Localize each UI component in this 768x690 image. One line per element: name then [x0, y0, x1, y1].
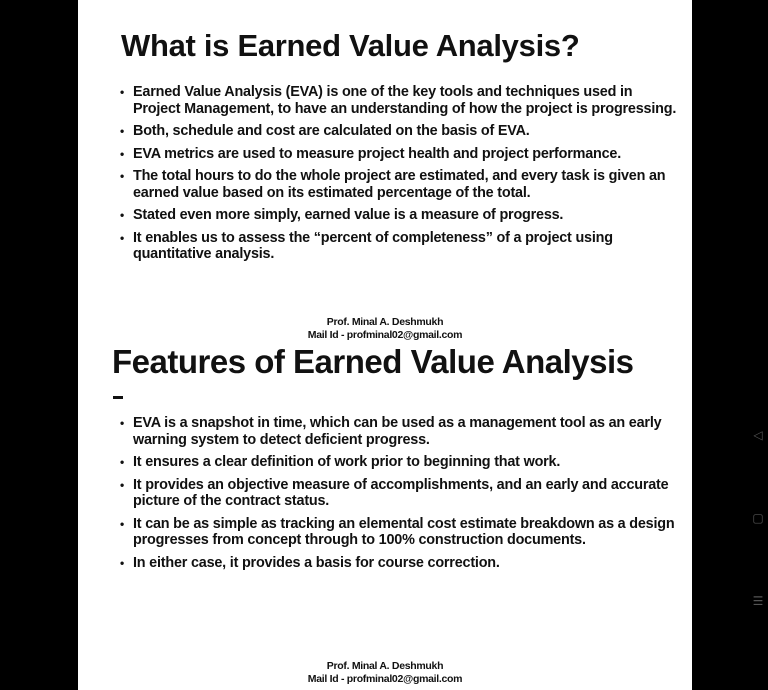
bullet-icon: • [120, 555, 125, 570]
bullet-icon: • [120, 208, 125, 222]
document-page [78, 0, 692, 690]
author-mail: Mail Id - profminal02@gmail.com [307, 329, 463, 341]
bullet-icon: • [120, 230, 125, 245]
list-item: • It provides an objective measure of accomplishments, and an early and accurate picture of the contract status. [120, 476, 669, 509]
list-item: • EVA metrics are used to measure project health and project performance. [120, 145, 622, 162]
back-icon[interactable]: ◁ [753, 428, 763, 442]
menu-icon[interactable]: ☰ [752, 594, 764, 608]
author-name: Prof. Minal A. Deshmukh [326, 316, 444, 328]
title-dash [113, 396, 123, 399]
bullet-icon: • [120, 516, 125, 531]
system-nav-bar [748, 0, 768, 690]
slide-footer [78, 660, 692, 686]
home-icon[interactable]: ▢ [752, 511, 764, 525]
list-item: • The total hours to do the whole project are estimated, and every task is given an earned value based on its estimated percentage of the total. [120, 168, 666, 201]
bullet-list [120, 84, 680, 269]
list-item: • EVA is a snapshot in time, which can be used as a management tool as an early warning system to detect deficient progress. [120, 415, 662, 448]
bullet-icon: • [120, 477, 125, 492]
bullet-icon: • [120, 169, 125, 183]
author-name: Prof. Minal A. Deshmukh [326, 660, 444, 672]
list-item: • It enables us to assess the “percent of completeness” of a project using quantitative analysis. [120, 229, 613, 262]
bullet-icon: • [120, 124, 125, 138]
list-item: • It can be as simple as tracking an elemental cost estimate breakdown as a design progresses from concept through to 100% construction documents. [120, 515, 675, 548]
slide-footer [78, 316, 692, 342]
list-item: • In either case, it provides a basis for course correction. [120, 554, 500, 571]
bullet-icon: • [120, 85, 125, 99]
slide-title: Features of Earned Value Analysis [112, 343, 634, 380]
author-mail: Mail Id - profminal02@gmail.com [307, 673, 463, 685]
bullet-icon: • [120, 455, 125, 469]
list-item: • Stated even more simply, earned value is a measure of progress. [120, 207, 564, 223]
bullet-icon: • [120, 146, 125, 161]
slide-features-of-eva [78, 343, 692, 690]
bullet-list [120, 415, 680, 577]
list-item: • Earned Value Analysis (EVA) is one of the key tools and techniques used in Project Management, to have an understanding of how the project is progressing. [120, 84, 677, 117]
list-item: • It ensures a clear definition of work prior to beginning that work. [120, 454, 561, 470]
slide-what-is-eva [78, 0, 692, 343]
bullet-icon: • [120, 416, 125, 430]
list-item: • Both, schedule and cost are calculated on the basis of EVA. [120, 123, 530, 139]
slide-title: What is Earned Value Analysis? [121, 28, 580, 63]
